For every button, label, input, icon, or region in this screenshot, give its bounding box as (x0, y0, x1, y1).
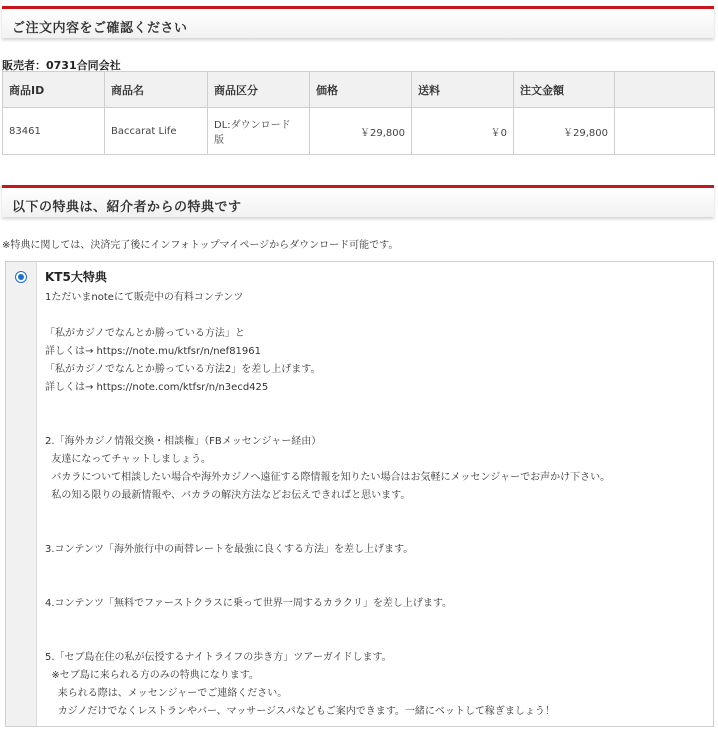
cell-product-category (208, 108, 310, 155)
order-table-header-row (3, 72, 715, 108)
benefit-line: ※セブ島に来られる方のみの特典になります。 (45, 670, 259, 681)
benefit-line (45, 523, 707, 541)
cell-total: ￥29,800 (514, 108, 615, 155)
col-total: 注文金額 (514, 72, 615, 108)
benefit-line (45, 307, 707, 325)
order-confirm-header (2, 6, 714, 38)
cell-product-name: Baccarat Life (105, 108, 208, 155)
benefit-line (45, 397, 707, 415)
benefit-section-title: 以下の特典は、紹介者からの特典です (12, 200, 242, 215)
benefit-line: 「私がカジノでなんとか勝っている方法2」を差し上げます。 (45, 364, 321, 375)
col-shipping: 送料 (412, 72, 514, 108)
benefit-line: バカラについて相談したい場合や海外カジノへ遠征する際情報を知りたい場合はお気軽にメッセンジャーでお声かけ下さい。 (45, 472, 611, 483)
benefit-line (45, 415, 707, 433)
cell-product-id: 83461 (3, 108, 105, 155)
cell-shipping: ￥0 (412, 108, 514, 155)
benefit-radio[interactable] (15, 271, 27, 283)
benefit-line: 私の知る限りの最新情報や、バカラの解決方法などお伝えできればと思います。 (45, 490, 411, 501)
seller-label: 販売者：0731合同会社 (2, 59, 121, 72)
category-line-2: 版 (214, 135, 224, 146)
benefit-line (45, 505, 707, 523)
benefit-line: 「私がカジノでなんとか勝っている方法」と (45, 328, 245, 339)
order-table (2, 71, 715, 155)
col-price: 価格 (310, 72, 412, 108)
benefit-line (45, 631, 707, 649)
table-row (3, 108, 715, 155)
col-empty (615, 72, 715, 108)
cell-empty (615, 108, 715, 155)
benefit-line: 3.コンテンツ「海外旅行中の両替レートを最強に良くする方法」を差し上げます。 (45, 544, 414, 555)
benefit-line: 1ただいまnoteにて販売中の有料コンテンツ (45, 292, 244, 303)
benefit-line (45, 613, 707, 631)
order-confirm-title: ご注文内容をご確認ください (12, 21, 188, 36)
benefit-radio-cell[interactable] (6, 262, 37, 726)
benefit-line (45, 577, 707, 595)
benefit-line: 5.「セブ島在住の私が伝授するナイトライフの歩き方」ツアーガイドします。 (45, 652, 392, 663)
category-line-1: DL:ダウンロード (214, 120, 291, 131)
benefit-line: 詳しくは→ https://note.mu/ktfsr/n/nef81961 (45, 346, 262, 357)
benefit-header (2, 185, 714, 217)
benefit-line: 友達になってチャットしましょう。 (45, 454, 212, 465)
benefit-line (45, 559, 707, 577)
benefit-line: 詳しくは→ https://note.com/ktfsr/n/n3ecd425 (45, 382, 269, 393)
benefit-lines (45, 289, 707, 721)
benefit-line: 4.コンテンツ「無料でファーストクラスに乗って世界一周するカラクリ」を差し上げます。 (45, 598, 453, 609)
benefit-title: KT5大特典 (45, 270, 107, 284)
col-product-name: 商品名 (105, 72, 208, 108)
benefit-line: カジノだけでなくレストランやバー、マッサージスパなどもご案内できます。一緒にベットして稼ぎましょう！ (45, 706, 555, 717)
benefit-line: 来られる際は、メッセンジャーでご連絡ください。 (45, 688, 288, 699)
benefit-note: ※特典に関しては、決済完了後にインフォトップマイページからダウンロード可能です。 (2, 240, 399, 251)
benefit-line: 2.「海外カジノ情報交換・相談権」（FBメッセンジャー経由） (45, 436, 322, 447)
cell-price: ￥29,800 (310, 108, 412, 155)
benefit-option[interactable] (5, 261, 714, 727)
benefit-content (45, 268, 707, 721)
col-product-id: 商品ID (3, 72, 105, 108)
col-product-category: 商品区分 (208, 72, 310, 108)
